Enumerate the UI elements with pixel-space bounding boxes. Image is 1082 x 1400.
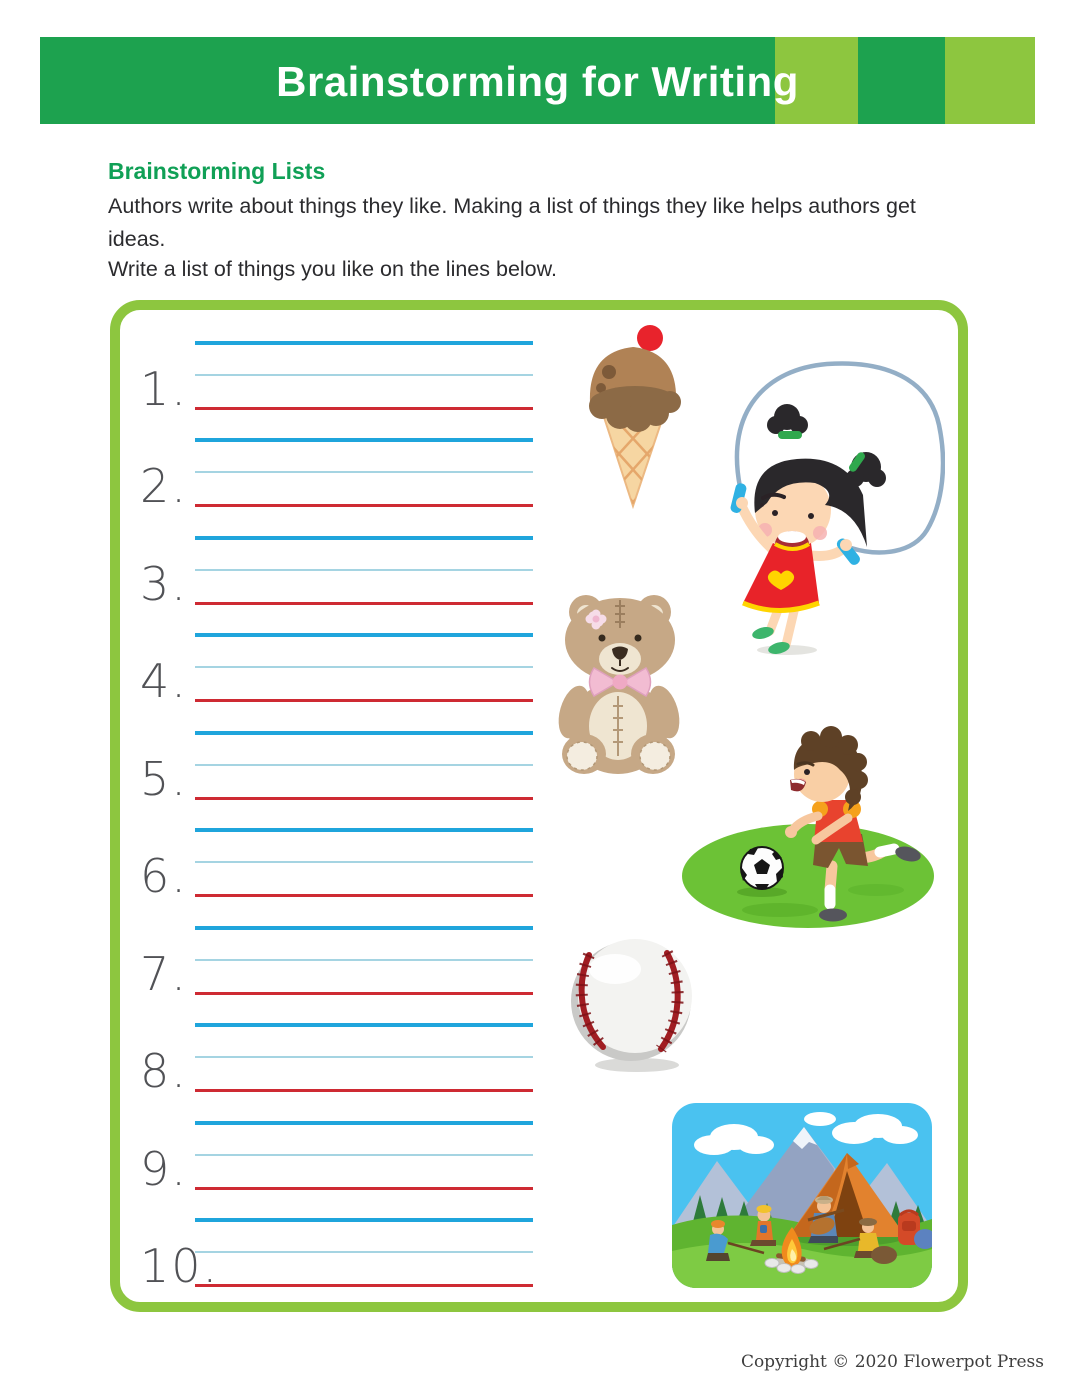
writing-line-row [195, 438, 533, 508]
writing-line-row [195, 926, 533, 996]
teddy-bear-illustration [552, 582, 692, 782]
list-number: 7. [140, 947, 188, 1001]
instruction-paragraph: Write a list of things you like on the lines below. [108, 257, 557, 281]
writing-line-row [195, 731, 533, 801]
writing-box [110, 300, 968, 1312]
boy-playing-soccer-illustration [680, 718, 940, 930]
line-top [195, 341, 533, 345]
list-number: 4. [140, 654, 188, 708]
list-number: 3. [140, 557, 188, 611]
line-base [195, 407, 533, 410]
intro-paragraph: Authors write about things they like. Making a list of things they like helps authors get ideas. [108, 194, 916, 251]
list-number: 5. [140, 752, 188, 806]
writing-line-row [195, 1121, 533, 1191]
writing-line-row [195, 1023, 533, 1093]
camping-scene-illustration [672, 1103, 932, 1288]
list-number: 10. [140, 1239, 220, 1293]
girl-jumping-rope-illustration [715, 355, 945, 655]
page-title: Brainstorming for Writing [276, 58, 799, 105]
writing-line-row [195, 341, 533, 411]
list-number: 9. [140, 1142, 188, 1196]
list-number: 8. [140, 1044, 188, 1098]
list-number: 2. [140, 459, 188, 513]
copyright-notice: Copyright © 2020 Flowerpot Press [740, 1352, 1044, 1372]
line-middle [195, 374, 533, 376]
writing-line-row [195, 828, 533, 898]
writing-line-row [195, 1218, 533, 1288]
list-number: 6. [140, 849, 188, 903]
header-banner [40, 37, 1035, 124]
baseball-illustration [563, 935, 703, 1075]
writing-line-row [195, 633, 533, 703]
list-number: 1. [140, 362, 188, 416]
ice-cream-cone-illustration [573, 322, 693, 512]
section-heading: Brainstorming Lists [108, 158, 326, 184]
writing-line-row [195, 536, 533, 606]
